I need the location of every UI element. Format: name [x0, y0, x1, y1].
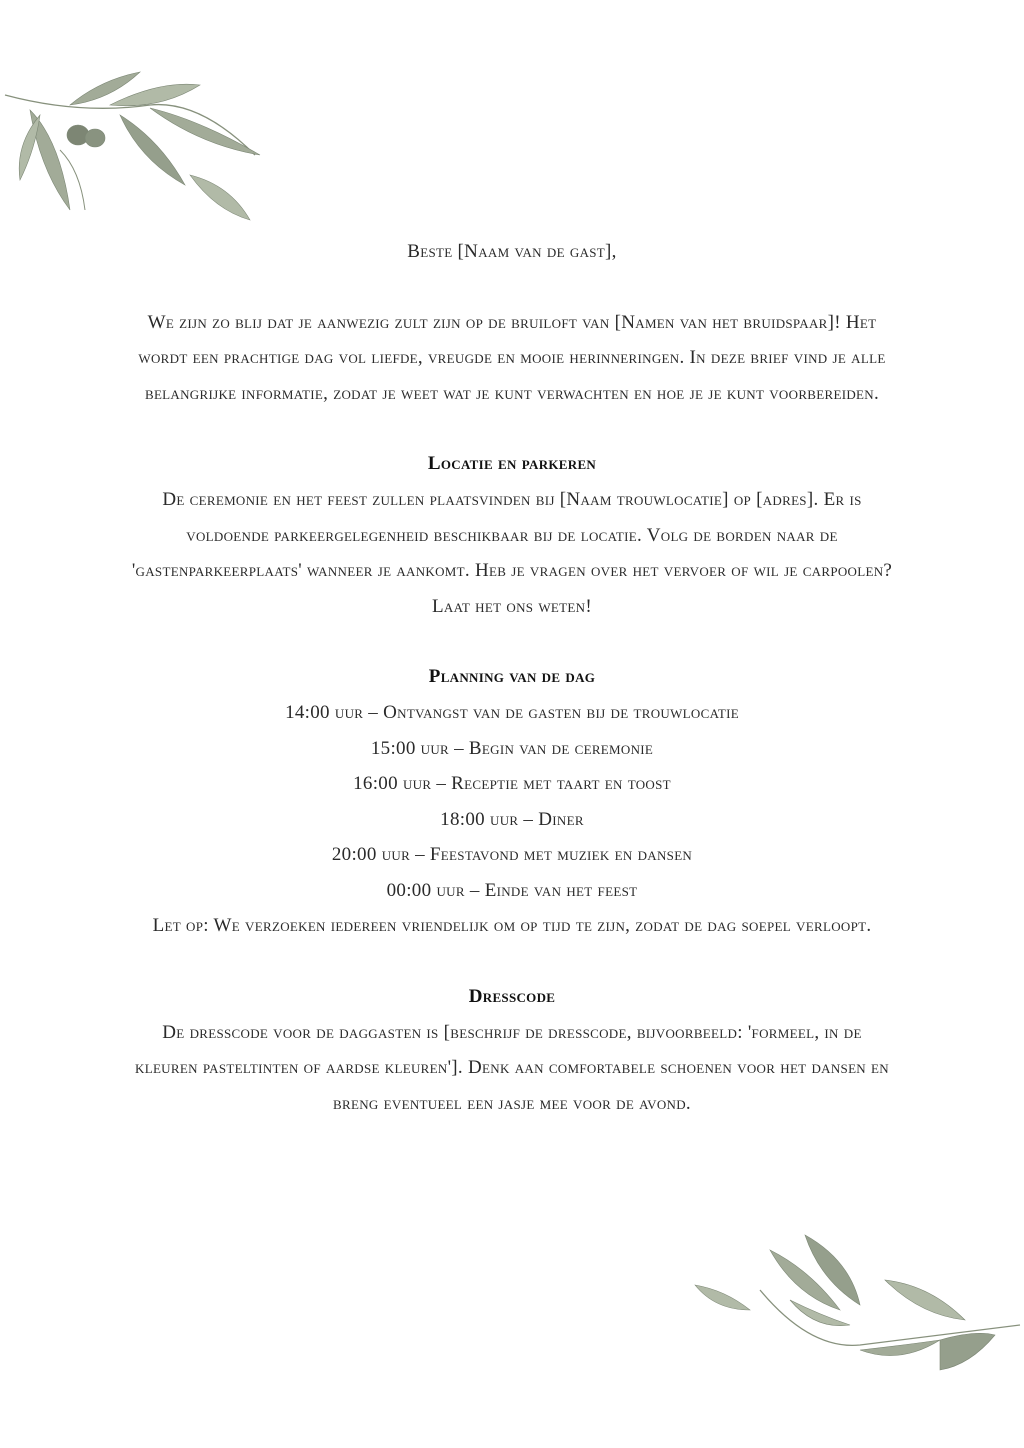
schedule-item: 14:00 uur – Ontvangst van de gasten bij de trouwlocatie: [285, 702, 739, 723]
letter-body: [130, 234, 894, 1121]
intro-paragraph: We zijn zo blij dat je aanwezig zult zijn op de bruiloft van [Namen van het bruidspaar]! Het wordt een prachtige dag vol liefde, vreugde en mooie herinneringen. In deze brief vind je alle belangrijke informatie, zodat je weet wat je kunt verwachten en hoe je je kunt voorbereiden.: [138, 311, 886, 404]
planning-note: Let op: We verzoeken iedereen vriendelijk om op tijd te zijn, zodat de dag soepel verloopt.: [152, 915, 872, 936]
schedule-item: 18:00 uur – Diner: [440, 808, 584, 830]
olive-branch-bottom-illustration: [690, 1230, 1024, 1390]
location-section: [130, 446, 894, 624]
dresscode-text: De dresscode voor de daggasten is [beschrijf de dresscode, bijvoorbeeld: 'formeel, in de kleuren pasteltinten of aardse kleuren']. Denk aan comfortabele schoenen voor het dansen en breng eventueel een jasje mee voor de avond.: [135, 1021, 889, 1114]
schedule-item: 20:00 uur – Feestavond met muziek en dansen: [331, 844, 693, 865]
schedule-item: 16:00 uur – Receptie met taart en toost: [353, 773, 671, 794]
schedule-item: 00:00 uur – Einde van het feest: [386, 879, 638, 901]
greeting: Beste [Naam van de gast],: [407, 241, 617, 262]
planning-heading: Planning van de dag: [428, 666, 596, 687]
location-heading: Locatie en parkeren: [427, 453, 597, 474]
location-text: De ceremonie en het feest zullen plaatsvinden bij [Naam trouwlocatie] op [adres]. Er is voldoende parkeergelegenheid beschikbaar bij de locatie. Volg de borden naar de 'gastenparkeerplaats' wanneer je aankomt. Heb je vragen over het vervoer of wil je carpoolen? Laat het ons weten!: [131, 489, 893, 617]
olive-branch-top-illustration: [0, 60, 270, 230]
dresscode-heading: Dresscode: [468, 985, 556, 1007]
dresscode-section: [130, 979, 894, 1122]
planning-section: [130, 659, 894, 944]
schedule-item: 15:00 uur – Begin van de ceremonie: [370, 737, 654, 759]
